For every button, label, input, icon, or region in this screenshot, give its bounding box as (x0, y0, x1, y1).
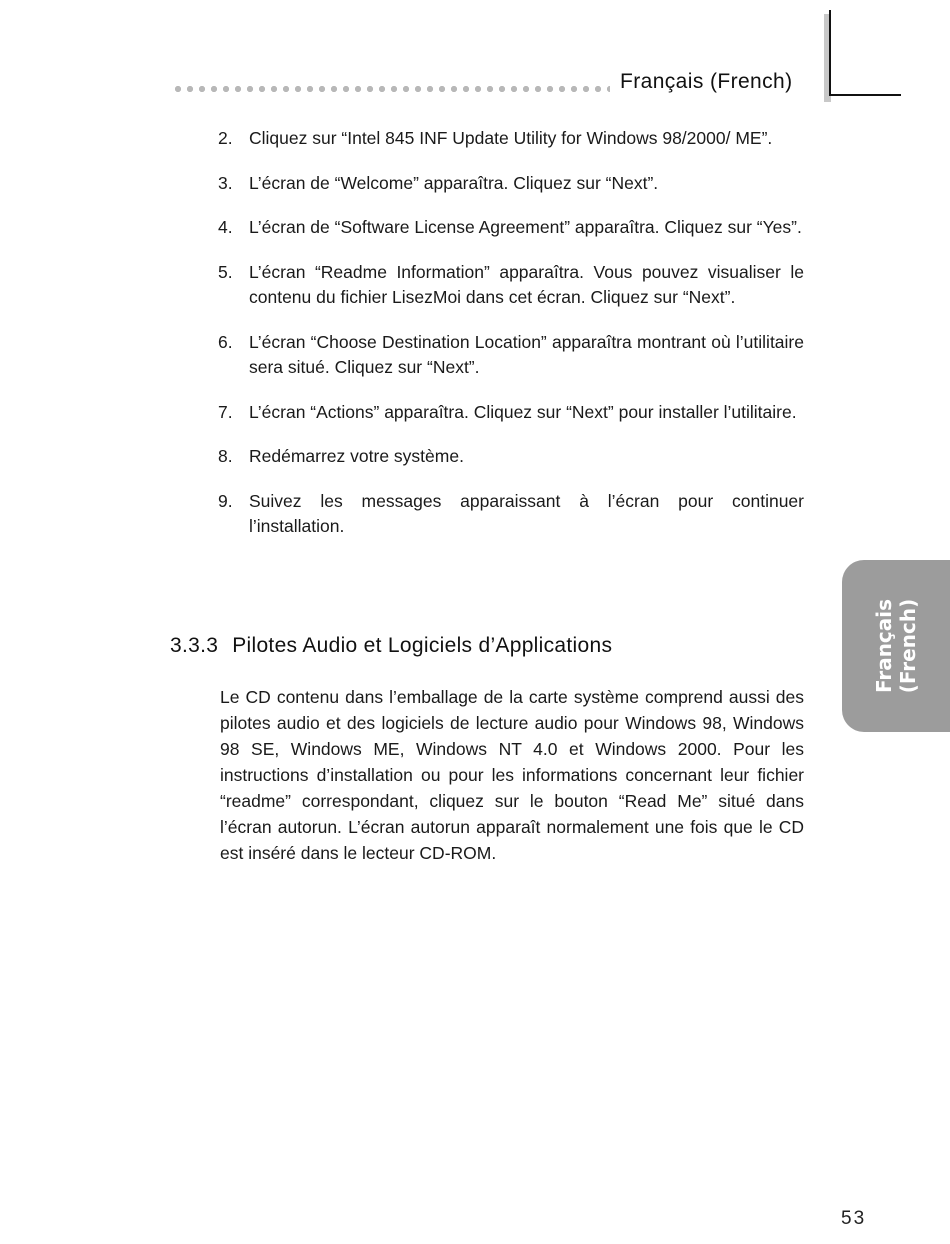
section-number: 3.3.3 (170, 634, 219, 657)
step-number: 9. (218, 490, 233, 511)
step-text: Suivez les messages apparaissant à l’écran pour continuer l’installation. (249, 490, 804, 536)
step-item (218, 126, 804, 152)
corner-mark-vertical (829, 10, 831, 96)
step-item (218, 489, 804, 540)
page-number: 53 (841, 1208, 867, 1229)
step-item (218, 444, 804, 470)
step-text: L’écran “Readme Information” apparaîtra. Vous pouvez visualiser le contenu du fichier LisezMoi dans cet écran. Cliquez sur “Next”. (249, 261, 804, 307)
side-tab-line-1: Français (872, 598, 896, 694)
step-item (218, 400, 804, 426)
step-text: Redémarrez votre système. (249, 446, 464, 466)
section-paragraph: Le CD contenu dans l’emballage de la carte système comprend aussi des pilotes audio et des logiciels de lecture audio pour Windows 98, Windows 98 SE, Windows ME, Windows NT 4.0 et Windows 2000. Pour les instructions d’installation ou pour les informations concernant leur fichier “readme” correspondant, cliquez sur le bouton “Read Me” situé dans l’écran autorun. L’écran autorun apparaît normalement une fois que le CD est inséré dans le lecteur CD-ROM. (220, 687, 804, 863)
side-tab-line-2: (French) (896, 598, 920, 694)
step-text: Cliquez sur “Intel 845 INF Update Utility for Windows 98/2000/ ME”. (249, 128, 773, 148)
language-side-tab (842, 560, 950, 732)
step-number: 2. (218, 128, 233, 148)
step-number: 8. (218, 446, 233, 466)
step-item (218, 260, 804, 311)
step-item (218, 171, 804, 197)
language-side-tab-label (872, 599, 920, 693)
step-text: L’écran de “Software License Agreement” apparaîtra. Cliquez sur “Yes”. (249, 217, 802, 237)
section-title: Pilotes Audio et Logiciels d’Applications (232, 634, 613, 657)
step-number: 7. (218, 401, 233, 422)
corner-mark-horizontal (829, 94, 901, 96)
section-heading (170, 634, 612, 658)
step-text: L’écran “Choose Destination Location” apparaîtra montrant où l’utilitaire sera situé. Cliquez sur “Next”. (249, 331, 804, 377)
step-number: 5. (218, 261, 233, 282)
step-text: L’écran “Actions” apparaîtra. Cliquez sur “Next” pour installer l’utilitaire. (249, 401, 797, 422)
step-number: 6. (218, 331, 233, 352)
install-steps-list (218, 126, 804, 559)
header-dotted-rule (172, 85, 610, 93)
step-item (218, 215, 804, 241)
step-number: 4. (218, 217, 233, 237)
header-title: Français (French) (620, 70, 793, 93)
step-text: L’écran de “Welcome” apparaîtra. Cliquez sur “Next”. (249, 172, 659, 193)
step-item (218, 330, 804, 381)
step-number: 3. (218, 172, 233, 193)
